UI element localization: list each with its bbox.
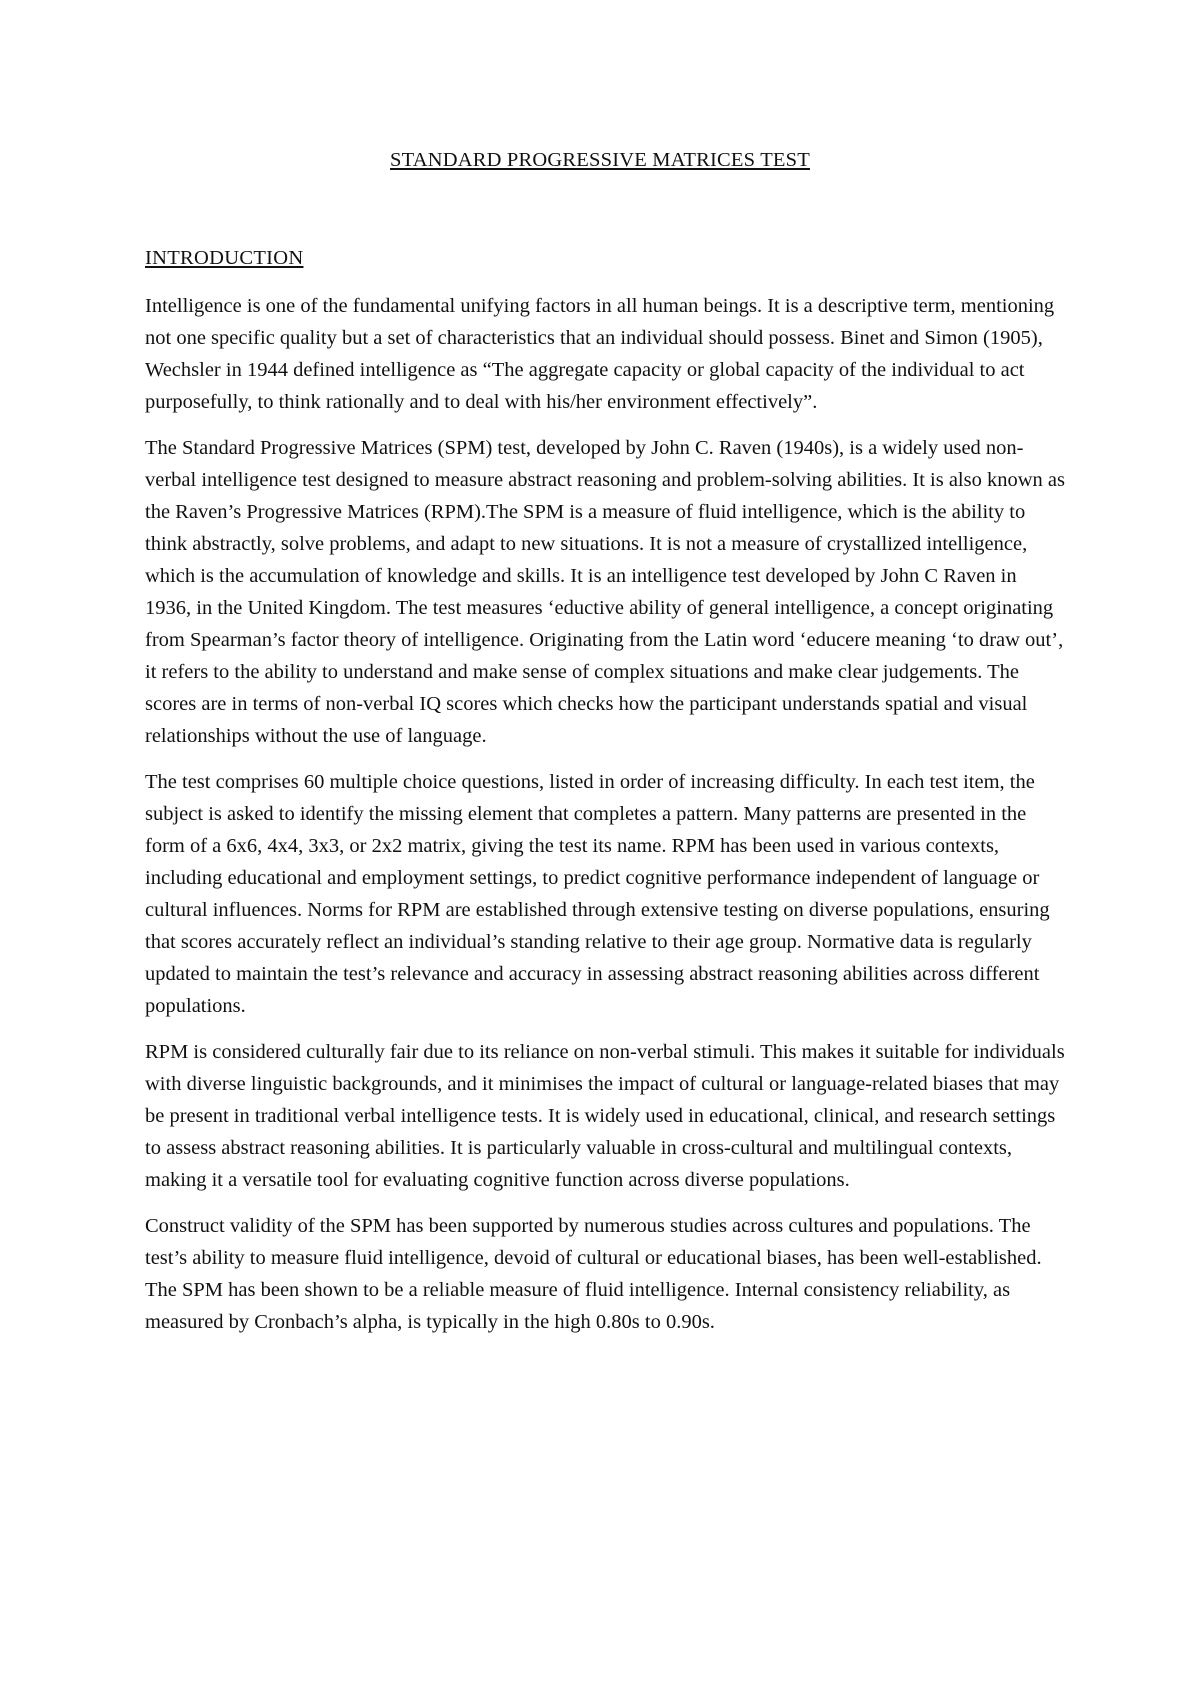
section-heading-introduction: INTRODUCTION xyxy=(145,247,304,269)
body-text xyxy=(145,290,1065,1352)
paragraph-spm-overview: The Standard Progressive Matrices (SPM) test, developed by John C. Raven (1940s), is a widely used non-verbal intelligence test designed to measure abstract reasoning and problem-solving abilities. It is also known as the Raven’s Progressive Matrices (RPM).The SPM is a measure of fluid intelligence, which is the ability to think abstractly, solve problems, and adapt to new situations. It is not a measure of crystallized intelligence, which is the accumulation of knowledge and skills. It is an intelligence test developed by John C Raven in 1936, in the United Kingdom. The test measures ‘eductive ability of general intelligence, a concept originating from Spearman’s factor theory of intelligence. Originating from the Latin word ‘educere meaning ‘to draw out’, it refers to the ability to understand and make sense of complex situations and make clear judgements. The scores are in terms of non-verbal IQ scores which checks how the participant understands spatial and visual relationships without the use of language. xyxy=(145,437,1065,747)
document-title: STANDARD PROGRESSIVE MATRICES TEST xyxy=(390,149,810,171)
paragraph-intelligence-definition: Intelligence is one of the fundamental unifying factors in all human beings. It is a descriptive term, mentioning not one specific quality but a set of characteristics that an individual should possess. Binet and Simon (1905), Wechsler in 1944 defined intelligence as “The aggregate capacity or global capacity of the individual to act purposefully, to think rationally and to deal with his/her environment effectively”. xyxy=(145,295,1055,413)
paragraph-test-structure: The test comprises 60 multiple choice questions, listed in order of increasing difficulty. In each test item, the subject is asked to identify the missing element that completes a pattern. Many patterns are presented in the form of a 6x6, 4x4, 3x3, or 2x2 matrix, giving the test its name. RPM has been used in various contexts, including educational and employment settings, to predict cognitive performance independent of language or cultural influences. Norms for RPM are established through extensive testing on diverse populations, ensuring that scores accurately reflect an individual’s standing relative to their age group. Normative data is regularly updated to maintain the test’s relevance and accuracy in assessing abstract reasoning abilities across different populations. xyxy=(145,771,1050,1017)
paragraph-validity-reliability: Construct validity of the SPM has been supported by numerous studies across cultures and populations. The test’s ability to measure fluid intelligence, devoid of cultural or educational biases, has been well-established. The SPM has been shown to be a reliable measure of fluid intelligence. Internal consistency reliability, as measured by Cronbach’s alpha, is typically in the high 0.80s to 0.90s. xyxy=(145,1215,1042,1333)
paragraph-cultural-fairness: RPM is considered culturally fair due to its reliance on non-verbal stimuli. This makes it suitable for individuals with diverse linguistic backgrounds, and it minimises the impact of cultural or language-related biases that may be present in traditional verbal intelligence tests. It is widely used in educational, clinical, and research settings to assess abstract reasoning abilities. It is particularly valuable in cross-cultural and multilingual contexts, making it a versatile tool for evaluating cognitive function across diverse populations. xyxy=(145,1041,1065,1191)
